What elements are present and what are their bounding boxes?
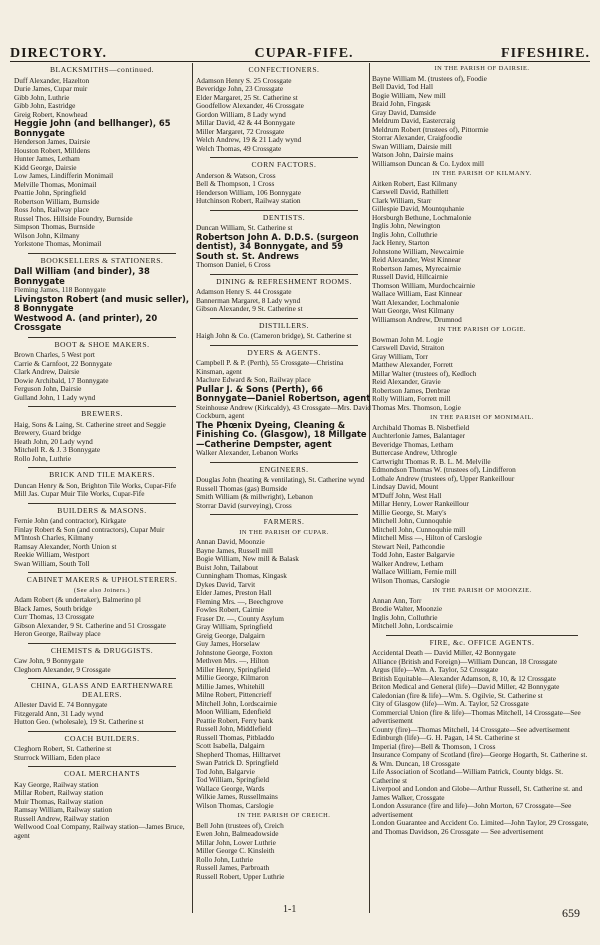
page-header — [10, 40, 590, 62]
parish-heading: IN THE PARISH OF MOONZIE. — [432, 587, 532, 594]
list-item: Thomas Mrs. Thomson, Logie — [372, 402, 461, 412]
list-item: Goodfellow Alexander, 46 Crossgate — [196, 101, 304, 110]
list-item: Clark William, Starr — [372, 195, 432, 205]
section-title: CHINA, GLASS AND EARTHENWARE DEALERS. — [30, 681, 174, 699]
parish-heading: IN THE PARISH OF LOGIE. — [437, 326, 526, 333]
section-title: CABINET MAKERS & UPHOLSTERERS. — [26, 575, 178, 584]
list-item: Gray William, Torr — [372, 351, 428, 361]
list-item: Mill Jas. Cupar Muir Tile Works, Cupar-Fife — [14, 489, 145, 498]
list-item: Robertson James, Myrecairnie — [372, 263, 461, 273]
list-item: Millar Henry, Lower Rankeillour — [372, 499, 469, 508]
list-item: City of Glasgow (life)—Wm. A. Taylor, 52 Crossgate — [372, 699, 529, 708]
list-item: Ramsay Alexander, North Union st — [14, 541, 117, 551]
list — [372, 336, 592, 413]
section-rule — [28, 643, 176, 644]
bold-entry: Robertson John A. D.D.S. (surgeon dentist), 34 Bonnygate, and 59 South st. St. Andrews — [196, 231, 359, 261]
list-item: Lothale Andrew (trustees of), Upper Rankeillour — [372, 473, 515, 483]
list-item: Accidental Death — David Miller, 42 Bonnygate — [372, 648, 516, 657]
list-item: Insurance Company of Scotland (fire)—George Hogarth, St. Catherine st. & Wm. Duncan, 18 Crossgate — [372, 750, 588, 768]
list-item: Dykes David, Tarvit — [196, 579, 256, 589]
section-rule — [210, 274, 358, 275]
list-item: Mitchell Miss —, Hilton of Carslogie — [372, 533, 482, 542]
list-item: Gibson Alexander, 9 St. Catherine and 51 Crossgate — [14, 620, 166, 630]
section-rule — [28, 253, 176, 254]
list-item: Black James, South bridge — [14, 603, 92, 613]
list-item: Bell David, Tod Hall — [372, 82, 433, 91]
list-item: Ross John, Railway place — [14, 205, 89, 214]
entry: Maclure Edward & Son, Railway place — [196, 375, 311, 384]
list-item: Rolly William, Forrett mill — [372, 394, 451, 403]
list-item: Gibson Alexander, 9 St. Catherine st — [196, 304, 303, 313]
list-item: Argus (life)—Wm. A. Taylor, 52 Crossgate — [372, 665, 499, 674]
list-item: Reid Alexander, West Kinnear — [372, 255, 461, 264]
list-item: Peattie Robert, Ferry bank — [196, 715, 274, 725]
list-item: Brown Charles, 5 West port — [14, 350, 95, 359]
list-item: Swan William, South Toll — [14, 558, 90, 568]
header-right: FIFESHIRE. — [501, 46, 590, 61]
entry: Campbell P. & P. (Perth), 55 Crossgate—Christina Kinsman, agent — [196, 358, 344, 376]
list-item: Reekie William, Westport — [14, 550, 90, 559]
list-item: London Assurance (fire and life)—John Morton, 67 Crossgate—See advertisement — [372, 801, 572, 819]
list-item: Jack Henry, Starton — [372, 238, 430, 247]
list — [14, 517, 190, 568]
list-item: Buist John, Tailabout — [196, 562, 258, 572]
list-item: Johnstone George, Foxton — [196, 647, 273, 657]
list-item: Duff Alexander, Hazelton — [14, 75, 90, 85]
section-title: BRICK AND TILE MAKERS. — [49, 470, 155, 479]
list — [196, 172, 372, 206]
list-item: Bannerman Margaret, 8 Lady wynd — [196, 295, 301, 305]
entry: Duncan William, St. Catherine st — [196, 223, 293, 232]
bold-entry: Dall William (and binder), 38 Bonnygate — [14, 266, 150, 286]
list-item: Wallace George, Wards — [196, 783, 265, 793]
list-item: Edinburgh (life)—G. H. Pagan, 14 St. Catherine st — [372, 733, 520, 742]
entry: Steinhouse Andrew (Kirkcaldy), 43 Crossgate—Mrs. David Cockburn, agent — [196, 402, 371, 420]
list-item: Greig George, Dalgairn — [196, 630, 265, 640]
list-item: Thomson William, Murdochcairnie — [372, 280, 476, 290]
list — [14, 351, 190, 402]
list-item: Russel Thos. Hillside Foundry, Burnside — [14, 213, 133, 223]
list-item: Russell Thomas (gas) Burnside — [196, 483, 288, 493]
parish-heading: IN THE PARISH OF CREICH. — [237, 812, 331, 819]
list-item: Edmondson Thomas W. (trustees of), Lindifferon — [372, 465, 516, 474]
list-item: Carswell David, Straiton — [372, 343, 445, 352]
list-item: Meldrum David, Eastercraig — [372, 116, 456, 125]
list-item: Bowman John M. Logie — [372, 334, 443, 344]
list-item: Gulland John, 1 Lady wynd — [14, 392, 96, 402]
list — [372, 424, 592, 586]
list-item: Adam Robert (& undertaker), Balmerino pl — [14, 595, 141, 604]
list-item: Ewen John, Balmeadowside — [196, 829, 279, 838]
list-item: Wilson John, Kilmany — [14, 230, 80, 240]
list-item: M'Intosh Charles, Kilmany — [14, 533, 94, 542]
list — [14, 596, 190, 639]
list-item: Beveridge Thomas, Letham — [372, 439, 454, 449]
list-item: Mitchell John, Lordscairnie — [196, 698, 277, 708]
list-item: Fowles Robert, Cairnie — [196, 605, 264, 614]
list-item: Mitchell John, Lordscairnie — [372, 621, 453, 630]
list-item: Welch Andrew, 19 & 21 Lady wynd — [196, 135, 302, 144]
section-title: BLACKSMITHS—continued. — [49, 65, 155, 74]
section-rule — [28, 406, 176, 407]
list-item: Brodie Walter, Moonzie — [372, 604, 443, 613]
list-item: Muir Thomas, Railway station — [14, 796, 104, 806]
list-item: Millar John, Lower Luthrie — [196, 837, 276, 847]
list-item: Douglas John (heating & ventilating), St. Catherine wynd — [196, 475, 365, 484]
entry: Fleming James, 118 Bonnygate — [14, 285, 106, 294]
list-item: Elder Margaret, 25 St. Catherine st — [196, 92, 298, 102]
section-rule — [28, 678, 176, 679]
section-rule — [210, 157, 358, 158]
list-item: Briton Medical and General (life)—David Miller, 42 Bonnygate — [372, 682, 560, 691]
section-rule — [28, 337, 176, 338]
section-note: (See also Joiners.) — [73, 586, 131, 594]
list — [14, 781, 190, 841]
section-rule — [28, 572, 176, 573]
header-rule — [10, 61, 590, 62]
bold-entry: Pullar J. & Sons (Perth), 66 Bonnygate—Daniel Robertson, agent — [196, 383, 371, 403]
list-item: Annan David, Moonzie — [196, 537, 265, 546]
list — [196, 288, 372, 314]
section-title: BUILDERS & MASONS. — [57, 505, 147, 515]
list-item: Fernie John (and contractor), Kirkgate — [14, 516, 127, 525]
list-item: Mitchell R. & J. 3 Bonnygate — [14, 445, 101, 454]
section-title: DYERS & AGENTS. — [247, 347, 321, 357]
list-item: Bell John (trustees of), Creich — [196, 820, 284, 830]
list-item: Heron George, Railway place — [14, 629, 101, 638]
list-item: Curr Thomas, 13 Crossgate — [14, 612, 95, 621]
list-item: Storrar Alexander, Craigfoodie — [372, 133, 463, 142]
list-item: Moon William, Edenfield — [196, 707, 271, 716]
section-title: FIRE, &c. OFFICE AGENTS. — [429, 637, 535, 647]
entry: Walker Alexander, Lebanon Works — [196, 448, 299, 457]
list-item: Methven Mrs. —, Hilton — [196, 656, 269, 665]
list-item: Auchterlonie James, Balantager — [372, 431, 465, 440]
list-item: Wilson Thomas, Carslogie — [196, 800, 274, 810]
list-item: Kay George, Railway station — [14, 779, 99, 789]
section-title: FARMERS. — [263, 517, 305, 526]
list-item: Williamson Andrew, Drumnod — [372, 314, 462, 324]
list-item: Imperial (fire)—Bell & Thomson, 1 Cross — [372, 741, 496, 751]
section-title: ENGINEERS. — [259, 464, 309, 474]
list-item: Wilkie James, Russellmains — [196, 792, 278, 801]
list-item: Swan William, Dairsie mill — [372, 141, 452, 151]
section-rule — [210, 514, 358, 515]
list-item: Millie George, St. Mary's — [372, 507, 447, 517]
list-item: British Equitable—Alexander Adamson, 8, 10, & 12 Crossgate — [372, 673, 557, 683]
list-item: Wilson Thomas, Carslogie — [372, 575, 450, 585]
column-2 — [196, 63, 372, 913]
list-item: Peattie John, Springfield — [14, 188, 86, 197]
list-item: Low James, Lindifferin Monimail — [14, 171, 114, 180]
list — [196, 476, 372, 510]
list-item: Rollo John, Luthrie — [14, 453, 71, 463]
list-item: Inglis John, Newington — [372, 221, 441, 230]
list-item: Adamson Henry S. 25 Crossgate — [196, 75, 292, 85]
list — [372, 180, 592, 325]
list-item: Bell & Thompson, 1 Cross — [196, 179, 275, 188]
list-item: Guy James, Horselaw — [196, 639, 260, 648]
list-item: Gibb John, Luthrie — [14, 92, 70, 102]
list-item: Wallace William, Fernie mill — [372, 567, 457, 576]
list-item: Cleghorn Robert, St. Catherine st — [14, 744, 112, 753]
list-item: Cartwright Thomas R. B. L. M. Melville — [372, 456, 491, 466]
list — [196, 332, 372, 341]
header-left: DIRECTORY. — [10, 46, 108, 61]
list-item: Bogie William, New mill — [372, 90, 446, 100]
list-item: Caw John, 9 Bonnygate — [14, 656, 84, 665]
list — [14, 77, 190, 120]
section-rule — [28, 467, 176, 468]
list-item: Millar Robert, Railway station — [14, 788, 104, 797]
list-item: Hutchinson Robert, Railway station — [196, 196, 301, 205]
list-item: Miller George C. Kinsleith — [196, 846, 275, 855]
section-title: BOOT & SHOE MAKERS. — [54, 339, 150, 349]
bold-entry: The Phœnix Dyeing, Cleaning & Finishing Co. (Glasgow), 18 Millgate—Catherine Dempster, agent — [196, 419, 367, 449]
list-item: Walker Andrew, Letham — [372, 558, 444, 568]
list-item: Millie James, Whitehill — [196, 681, 265, 691]
list-item: Horsburgh Bethune, Lochmalonie — [372, 212, 472, 222]
list-item: Durie James, Cupar muir — [14, 84, 88, 93]
page-number: 659 — [562, 906, 580, 920]
list-item: Commercial Union (fire & life)—Thomas Mitchell, 14 Crossgate—See advertisement — [372, 707, 581, 725]
list-item: Anderson & Watson, Cross — [196, 170, 276, 180]
list-item: Beveridge John, 23 Crossgate — [196, 84, 284, 93]
list-item: Lindsay David, Mount — [372, 482, 439, 491]
list-item: Robertson William, Burnside — [14, 196, 100, 206]
section-title: DENTISTS. — [262, 212, 306, 222]
list-item: Welch Thomas, 49 Crossgate — [196, 143, 282, 153]
list-item: Watt Alexander, Lochmalonie — [372, 297, 460, 307]
list-item: Archibald Thomas B. Nisbetfield — [372, 422, 470, 432]
list-item: Wellwood Coal Company, Railway station—James Bruce, agent — [14, 822, 185, 840]
list-item: Millar David, 42 & 44 Bonnygate — [196, 118, 295, 127]
list-item: Watson John, Dairsie mains — [372, 150, 454, 159]
section-title: CORN FACTORS. — [251, 160, 317, 169]
list-item: Russell David, Hillcairnie — [372, 272, 448, 281]
list-item: Rollo John, Luthrie — [196, 854, 253, 864]
list-item: Gillespie David, Mountquhanie — [372, 204, 465, 213]
list — [14, 421, 190, 464]
parish-heading: IN THE PARISH OF CUPAR. — [239, 528, 329, 536]
list-item: Henderson James, Dairsie — [14, 137, 90, 146]
parish-heading: IN THE PARISH OF MONIMAIL. — [430, 414, 534, 421]
list-item: Bayne William M. (trustees of), Foodie — [372, 73, 487, 83]
section-title: BREWERS. — [81, 409, 123, 418]
section-title: BOOKSELLERS & STATIONERS. — [40, 255, 164, 265]
list-item: Miller Margaret, 72 Crossgate — [196, 126, 285, 136]
list-item: Bayne James, Russell mill — [196, 545, 274, 555]
list-item: Millie George, Kilmaron — [196, 673, 269, 682]
section-rule — [28, 503, 176, 504]
list-item: Inglis John, Colluthrie — [372, 612, 438, 622]
list-item: London Guarantee and Accident Co. Limited—John Taylor, 29 Crossgate, and Thomas Davidson, 26 Crossgate — See advertisement — [372, 818, 589, 836]
signature-mark: 1-1 — [283, 904, 297, 915]
list-item: Reid Alexander, Gravie — [372, 377, 441, 386]
list-item: Russell Andrew, Railway station — [14, 813, 110, 823]
entry: Thomson Daniel, 6 Cross — [196, 260, 271, 269]
section-rule — [386, 635, 578, 636]
list-item: Sturrock William, Eden place — [14, 752, 101, 762]
list-item: Buttercase Andrew, Uthrogle — [372, 448, 457, 457]
list-item: Haig, Sons & Laing, St. Catherine street and Seggie Brewery, Guard bridge — [14, 419, 166, 437]
list-item: County (fire)—Thomas Mitchell, 14 Crossgate—See advertisement — [372, 724, 570, 734]
list-item: Finlay Robert & Son (and contractors), Cupar Muir — [14, 524, 165, 534]
bold-entry: Westwood A. (and printer), 20 Crossgate — [14, 312, 158, 332]
list-item: Fleming Mrs. —, Beechgrove — [196, 596, 284, 606]
list-item: Gibb John, Eastridge — [14, 101, 76, 110]
list-item: Duncan Henry & Son, Brighton Tile Works, Cupar-Fife — [14, 480, 177, 490]
section-rule — [28, 766, 176, 767]
list-item: Gray David, Damside — [372, 107, 436, 117]
list-item: Matthew Alexander, Forrett — [372, 360, 453, 369]
list-item: Fitzgerald Ann, 31 Lady wynd — [14, 708, 104, 718]
list-item: Gray William, Springfield — [196, 622, 273, 631]
list — [14, 745, 190, 762]
list-item: Yorkstone Thomas, Monimail — [14, 239, 102, 248]
column-divider-1 — [192, 63, 193, 913]
list-item: Mitchell John, Cunnoquhie — [372, 516, 452, 525]
list-item: Haigh John & Co. (Cameron bridge), St. Catherine st — [196, 331, 352, 340]
list-item: Tod John, Balgarvie — [196, 766, 255, 776]
bold-entry: Heggie John (and bellhanger), 65 Bonnygate — [14, 118, 171, 138]
list-item: Ferguson John, Dairsie — [14, 384, 82, 393]
list-item: Hunter James, Letham — [14, 154, 80, 163]
section-title: CONFECTIONERS. — [248, 65, 320, 74]
column-1 — [14, 63, 190, 913]
list-item: Todd John, Easter Balgarvie — [372, 550, 455, 559]
list-item: M'Duff John, West Hall — [372, 490, 442, 500]
list — [14, 701, 190, 727]
list-item: Bogie William, New mill & Balask — [196, 554, 299, 563]
list-item: Houston Robert, Milldens — [14, 145, 91, 155]
list-item: Adamson Henry S. 44 Crossgate — [196, 287, 292, 296]
section-rule — [28, 731, 176, 732]
list-item: Scott Isabella, Dalgairn — [196, 741, 265, 750]
list-item: Cunningham Thomas, Kingask — [196, 571, 287, 580]
section-title: DISTILLERS. — [258, 320, 309, 330]
list-item: Greig Robert, Knowhead — [14, 109, 88, 119]
list — [196, 822, 372, 882]
list-item: Kidd George, Dairsie — [14, 162, 77, 172]
section-title: DINING & REFRESHMENT ROOMS. — [216, 276, 352, 286]
list-item: Russell John, Middlefield — [196, 724, 272, 733]
list — [14, 138, 190, 249]
list-item: Russell Robert, Upper Luthrie — [196, 871, 285, 881]
column-3 — [372, 63, 592, 913]
list-item: Carswell David, Rathillett — [372, 187, 449, 196]
list-item: Braid John, Fingask — [372, 99, 431, 108]
list — [14, 482, 190, 499]
list-item: Ramsay William, Railway station — [14, 805, 113, 814]
list-item: Caledonian (fire & life)—Wm. S. Ogilvie, St. Catherine st — [372, 690, 543, 700]
list-item: Tod William, Springfield — [196, 775, 270, 784]
list-item: Carrie & Carnfoot, 22 Bonnygate — [14, 358, 112, 368]
section-rule — [210, 210, 358, 211]
list-item: Fraser Dr. —, County Asylum — [196, 613, 284, 623]
bold-entry: Livingston Robert (and music seller), 8 Bonnygate — [14, 293, 190, 313]
list-item: Inglis John, Colluthrie — [372, 229, 438, 239]
list-item: Heath John, 20 Lady wynd — [14, 436, 93, 446]
list-item: Life Association of Scotland—William Patrick, County bldgs. St. Catherine st — [372, 767, 564, 785]
list-item: Dowie Archibald, 17 Bonnygate — [14, 375, 109, 385]
list-item: Meldrum Robert (trustees of), Pittormie — [372, 124, 489, 134]
list-item: Cleghorn Alexander, 9 Crossgate — [14, 664, 111, 674]
list-item: Russell James, Parbroath — [196, 863, 270, 872]
list-item: Hutton Geo. (wholesale), 19 St. Catherine st — [14, 717, 144, 726]
section-title: COACH BUILDERS. — [64, 733, 140, 743]
list-item: Wallace William, East Kinnear — [372, 289, 463, 298]
list — [196, 77, 372, 154]
list-item: Shepherd Thomas, Hilltarvet — [196, 749, 281, 759]
parish-heading: IN THE PARISH OF KILMANY. — [432, 170, 532, 177]
list-item: Simpson Thomas, Burnside — [14, 222, 95, 231]
list-item: Swan Patrick D. Springfield — [196, 758, 279, 767]
list-item: Millar Walter (trustees of), Kedloch — [372, 368, 477, 378]
header-center: CUPAR-FIFE. — [254, 46, 354, 61]
list-item: Smith William (& millwright), Lebanon — [196, 492, 313, 501]
list-item: Milne Robert, Pittencrieff — [196, 690, 272, 699]
list-item: Aitken Robert, East Kilmany — [372, 178, 458, 188]
section-rule — [210, 345, 358, 346]
list-item: Russell Thomas, Pitbladdo — [196, 732, 275, 742]
list-item: Stewart Neil, Pathcondie — [372, 541, 445, 551]
section-title: CHEMISTS & DRUGGISTS. — [50, 645, 154, 655]
list-item: Gordon William, 8 Lady wynd — [196, 109, 286, 119]
list — [14, 657, 190, 674]
list-item: Williamson Duncan & Co. Lydox mill — [372, 158, 484, 168]
list-item: Henderson William, 106 Bonnygate — [196, 187, 301, 197]
list-item: Annan Ann, Torr — [372, 595, 422, 605]
list — [196, 538, 372, 810]
list — [372, 75, 592, 169]
section-title: COAL MERCHANTS — [63, 769, 141, 778]
list-item: Clark Andrew, Dairsie — [14, 367, 80, 376]
section-rule — [210, 462, 358, 463]
list — [372, 597, 592, 631]
parish-heading: IN THE PARISH OF DAIRSIE. — [434, 65, 530, 72]
list-item: Miller Henry, Springfield — [196, 664, 271, 674]
list-item: Mitchell John, Cunnoquhie mill — [372, 524, 466, 534]
list-item: Watt George, West Kilmany — [372, 306, 455, 315]
list-item: Liverpool and London and Globe—Arthur Russell, St. Catherine st. and James Walker, Crossgate — [372, 784, 583, 802]
list-item: Elder James, Preston Hall — [196, 588, 272, 597]
list-item: Allester David E. 74 Bonnygate — [14, 700, 108, 709]
list-item: Johnstone William, Newcairnie — [372, 246, 464, 256]
list — [372, 649, 592, 836]
section-rule — [210, 318, 358, 319]
list-item: Robertson James, Denbrae — [372, 385, 451, 395]
list-item: Alliance (British and Foreign)—William Duncan, 18 Crossgate — [372, 656, 558, 666]
list-item: Melville Thomas, Monimail — [14, 179, 97, 189]
list-item: Storrar David (surveying), Cross — [196, 500, 292, 510]
